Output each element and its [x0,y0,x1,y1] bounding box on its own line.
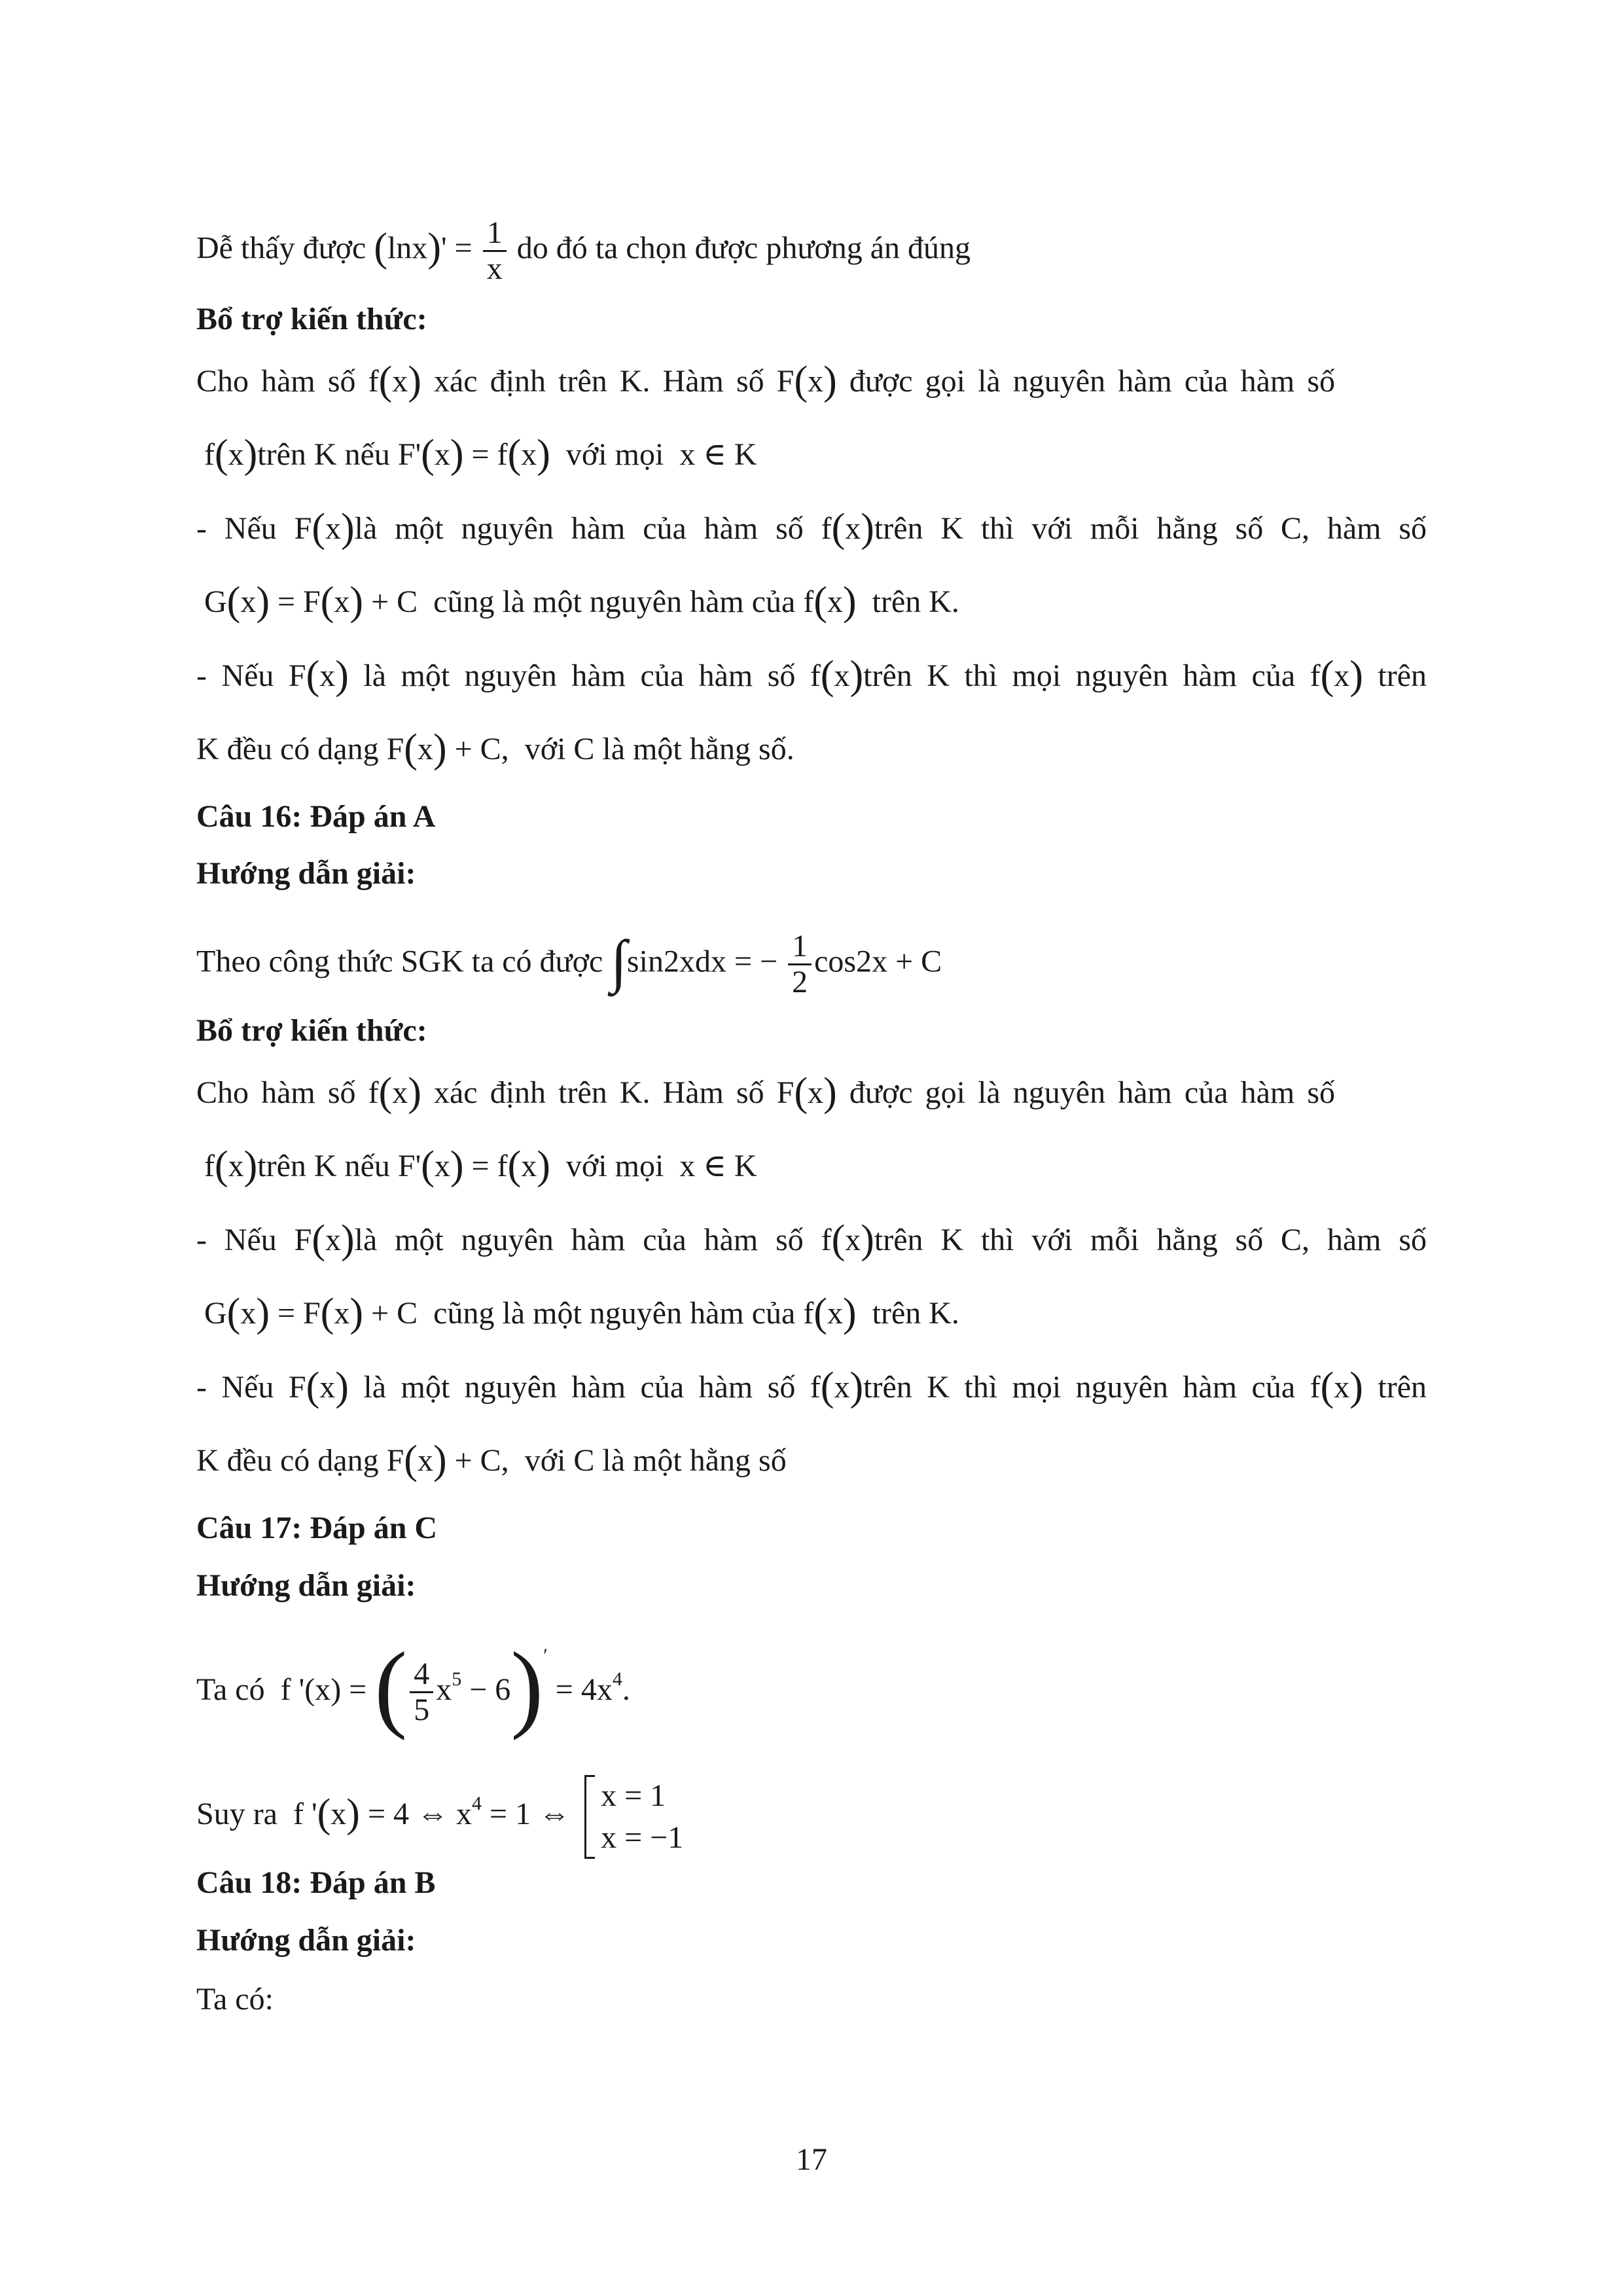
def-line-4: G(x) = F(x) + C cũng là một nguyên hàm của f(x) trên K. [196,579,959,624]
def2-line-5: - Nếu F(x) là một nguyên hàm của hàm số f(x)trên K thì mọi nguyên hàm của f(x) trên [196,1365,1427,1409]
def-line-2: f(x)trên K nếu F'(x) = f(x) với mọi x ∈ K [196,432,757,476]
solution-bracket: x = 1 x = −1 [584,1775,683,1859]
def-line-5: - Nếu F(x) là một nguyên hàm của hàm số f(x)trên K thì mọi nguyên hàm của f(x) trên [196,653,1427,698]
q17-guide-heading: Hướng dẫn giải: [196,1568,416,1603]
def-line-1: Cho hàm số f(x) xác định trên K. Hàm số F(x) được gọi là nguyên hàm của hàm số [196,359,1336,403]
fraction-one-half: $\frac{1}{2}$ [788,929,812,999]
q18-text: Ta có: [196,1982,274,2017]
page-number: 17 [796,2142,827,2177]
def-line-3: - Nếu F(x)là một nguyên hàm của hàm số f(x)trên K thì với mỗi hằng số C, hàm số [196,506,1427,550]
def2-line-4: G(x) = F(x) + C cũng là một nguyên hàm của f(x) trên K. [196,1291,959,1335]
q18-guide-heading: Hướng dẫn giải: [196,1923,416,1958]
support-heading-2: Bổ trợ kiến thức: [196,1013,427,1048]
ln-derivative-line: Dễ thấy được (lnx)' = $\frac{1}{x}$ do đó ta chọn được phương án đúng [196,215,971,286]
q17-title: Câu 17: Đáp án C [196,1511,438,1545]
support-heading: Bổ trợ kiến thức: [196,302,427,336]
q16-formula-line: Theo công thức SGK ta có được ∫sin2xdx = − $\frac{1}{2}$ cos2x + C [196,929,942,999]
q18-title: Câu 18: Đáp án B [196,1865,436,1900]
def-line-6: K đều có dạng F(x) + C, với C là một hằng số. [196,726,794,771]
fraction-four-fifths: $\frac{4}{5}$ [410,1657,433,1727]
q17-solve-line: Suy ra f '(x) = 4 ⇔ $x^4 = 1$ ⇔ x = 1 x = −1 [196,1775,1427,1859]
q17-derivative-line: Ta có f '(x) = ( $\frac{4}{5}$ $x^5 - 6)' = 4x^4$. [196,1632,630,1741]
def2-line-1: Cho hàm số f(x) xác định trên K. Hàm số F(x) được gọi là nguyên hàm của hàm số [196,1070,1336,1115]
def2-line-3: - Nếu F(x)là một nguyên hàm của hàm số f(x)trên K thì với mỗi hằng số C, hàm số [196,1217,1427,1262]
q16-guide-heading: Hướng dẫn giải: [196,856,416,891]
def2-line-6: K đều có dạng F(x) + C, với C là một hằng số [196,1438,787,1482]
def2-line-2: f(x)trên K nếu F'(x) = f(x) với mọi x ∈ K [196,1143,757,1188]
q16-title: Câu 16: Đáp án A [196,799,436,834]
fraction-one-over-x: $\frac{1}{x}$ [483,216,507,286]
